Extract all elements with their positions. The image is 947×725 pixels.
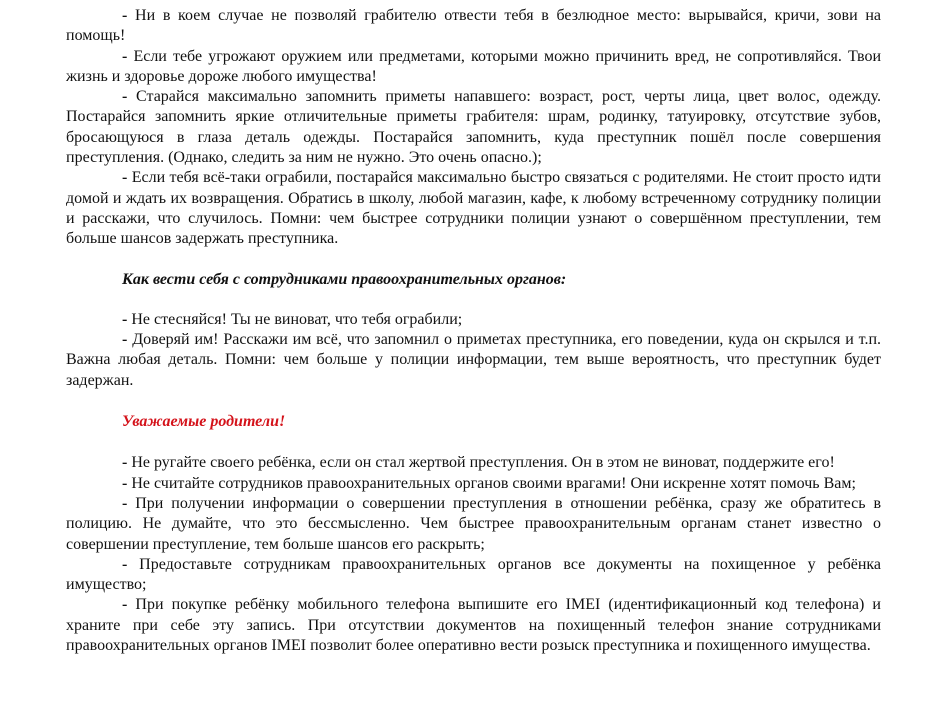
advice-paragraph — [66, 310, 881, 330]
advice-text: Ни в коем случае не позволяй грабителю отвести тебя в безлюдное место: вырывайся, кричи, зови на помощь! — [66, 7, 881, 45]
list-dash: - — [122, 474, 128, 492]
spacer — [66, 391, 881, 412]
advice-paragraph — [66, 453, 881, 473]
list-dash: - — [122, 88, 128, 106]
police-advice-list — [66, 310, 881, 391]
spacer — [66, 250, 881, 270]
parents-advice-list — [66, 453, 881, 656]
advice-paragraph — [66, 47, 881, 88]
advice-paragraph — [66, 6, 881, 47]
advice-paragraph — [66, 168, 881, 249]
advice-text: Если тебя всё-таки ограбили, постарайся максимально быстро связаться с родителями. Не стоит просто идти домой и ждать их возвращения. Обратись в школу, любой магазин, кафе, к любому встреченному сотруднику полиции и расскажи, что случилось. Помни: чем быстрее сотрудники полиции узнают о совершённом преступлении, тем больше шансов задержать преступника. — [66, 169, 881, 248]
advice-text: Если тебе угрожают оружием или предметами, которыми можно причинить вред, не сопротивляйся. Твои жизнь и здоровье дороже любого имущества! — [66, 47, 882, 85]
advice-paragraph — [66, 474, 881, 494]
list-dash: - — [122, 494, 128, 512]
advice-text: Не стесняйся! Ты не виноват, что тебя ограбили; — [131, 310, 463, 328]
list-dash: - — [122, 169, 128, 187]
advice-paragraph — [66, 555, 881, 596]
advice-text: Доверяй им! Расскажи им всё, что запомнил о приметах преступника, его поведении, куда он скрылся и т.п. Важна любая деталь. Помни: чем больше у полиции информации, тем выше вероятность, что преступник будет задержан. — [66, 331, 882, 389]
advice-text: Не считайте сотрудников правоохранительных органов своими врагами! Они искренне хотят помочь Вам; — [131, 474, 856, 492]
advice-text: При получении информации о совершении преступления в отношении ребёнка, сразу же обратитесь в полицию. Не думайте, что это бессмысленно. Чем быстрее правоохранительным органам станет известно о совершении преступление, тем больше шансов его раскрыть; — [66, 494, 882, 553]
list-dash: - — [122, 331, 128, 349]
spacer — [66, 290, 881, 310]
advice-paragraph — [66, 494, 881, 555]
list-dash: - — [122, 310, 128, 328]
spacer — [66, 432, 881, 453]
section-heading-parents: Уважаемые родители! — [122, 413, 286, 431]
list-dash: - — [122, 7, 128, 24]
advice-text: При покупке ребёнку мобильного телефона выпишите его IMEI (идентификационный код телефона) и храните при себе эту запись. При отсутствии документов на похищенный телефон знание сотрудниками правоохранительных органов IMEI позволит более оперативно вести розыск преступника и похищенного имущества. — [66, 596, 881, 655]
section-heading-police: Как вести себя с сотрудниками правоохранительных органов: — [122, 270, 567, 288]
advice-text: Предоставьте сотрудникам правоохранительных органов все документы на похищенное у ребёнка имущество; — [66, 555, 882, 594]
advice-paragraph — [66, 87, 881, 168]
advice-paragraph — [66, 330, 881, 391]
list-dash: - — [122, 555, 128, 573]
advice-text: Старайся максимально запомнить приметы напавшего: возраст, рост, черты лица, цвет волос, одежду. Постарайся запомнить яркие отличительные приметы грабителя: шрам, родинку, татуировку, отсутствие зубов, бросающуюся в глаза деталь одежды. Постарайся запомнить, куда преступник пошёл после совершения преступления. (Однако, следить за ним не нужно. Это очень опасно.); — [66, 88, 881, 167]
list-dash: - — [122, 596, 128, 614]
advice-paragraph — [66, 595, 881, 656]
advice-text: Не ругайте своего ребёнка, если он стал жертвой преступления. Он в этом не виноват, поддержите его! — [131, 454, 835, 472]
list-dash: - — [122, 454, 128, 472]
list-dash: - — [122, 47, 128, 65]
children-advice-list — [66, 6, 881, 250]
